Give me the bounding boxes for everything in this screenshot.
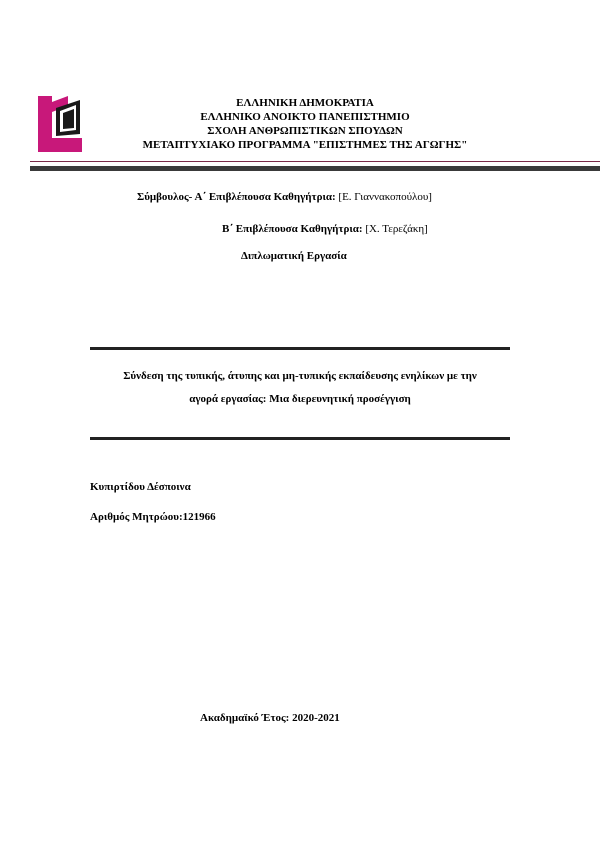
second-advisor-label: Β΄ Επιβλέπουσα Καθηγήτρια:	[222, 223, 363, 235]
thesis-type: Διπλωματική Εργασία	[241, 250, 347, 262]
first-advisor-label: Σύμβουλος- Α΄ Επιβλέπουσα Καθηγήτρια:	[137, 191, 336, 203]
header-divider-thick	[30, 166, 600, 171]
registration-number: Αριθμός Μητρώου:121966	[90, 511, 216, 523]
thesis-title-line-1: Σύνδεση της τυπικής, άτυπης και μη-τυπικής εκπαίδευσης ενηλίκων με την	[123, 370, 477, 382]
academic-year: Ακαδημαϊκό Έτος: 2020-2021	[200, 712, 340, 724]
thesis-title	[80, 365, 520, 411]
second-advisor-line	[222, 222, 428, 236]
first-advisor-value: [Ε. Γιαννακοπούλου]	[335, 191, 432, 203]
header-line-school: ΣΧΟΛΗ ΑΝΘΡΩΠΙΣΤΙΚΩΝ ΣΠΟΥΔΩΝ	[207, 125, 403, 137]
header-line-program: ΜΕΤΑΠΤΥΧΙΑΚΟ ΠΡΟΓΡΑΜΜΑ "ΕΠΙΣΤΗΜΕΣ ΤΗΣ ΑΓΩΓΗΣ"	[142, 139, 468, 151]
title-divider-top	[90, 347, 510, 350]
first-advisor-line	[137, 190, 432, 204]
title-divider-bottom	[90, 437, 510, 440]
header-line-university: ΕΛΛΗΝΙΚΟ ΑΝΟΙΚΤΟ ΠΑΝΕΠΙΣΤΗΜΙΟ	[200, 111, 410, 123]
header-divider-thin	[30, 161, 600, 162]
institution-header	[100, 96, 510, 152]
second-advisor-value: [Χ. Τερεζάκη]	[362, 223, 428, 235]
header-line-country: ΕΛΛΗΝΙΚΗ ΔΗΜΟΚΡΑΤΙΑ	[236, 97, 374, 109]
university-logo-icon	[38, 96, 82, 152]
thesis-title-line-2: αγορά εργασίας: Μια διερευνητική προσέγγιση	[189, 393, 411, 405]
author-name: Κυπιρτίδου Δέσποινα	[90, 481, 191, 493]
